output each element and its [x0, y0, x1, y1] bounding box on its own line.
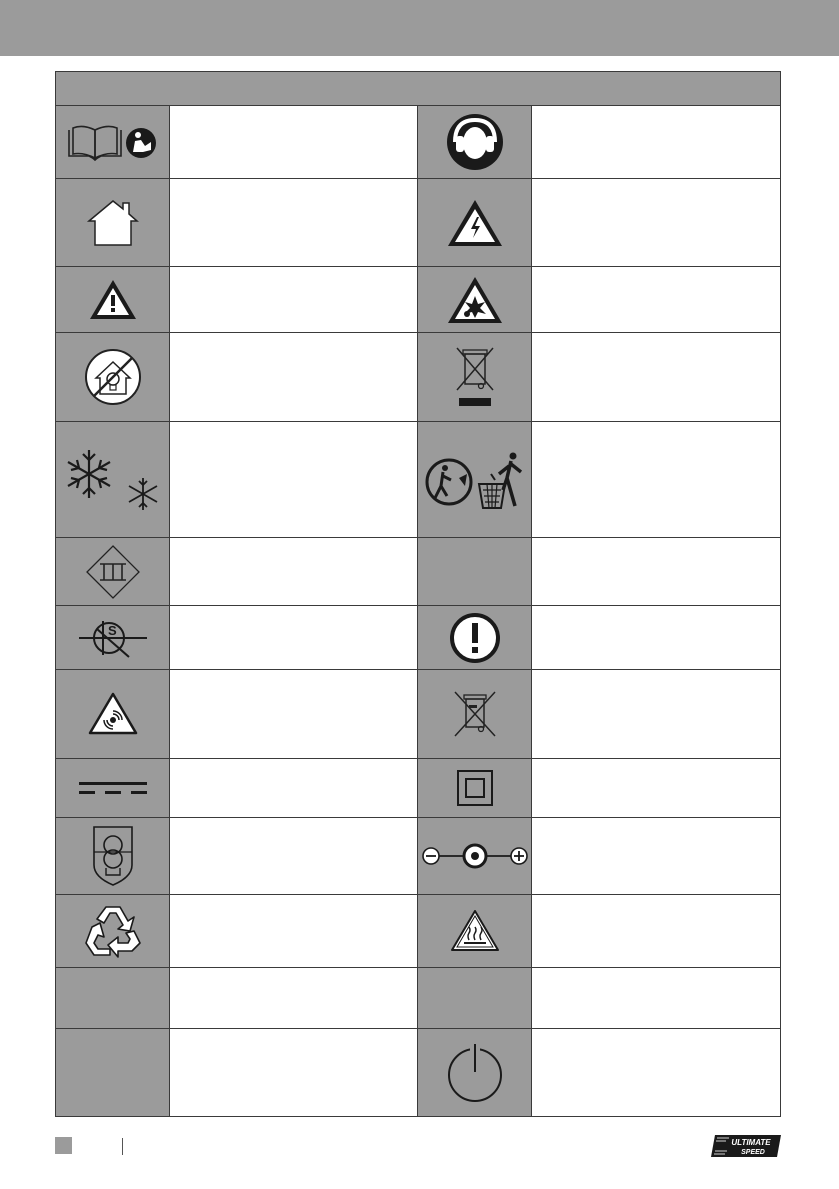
symbol-cell: [418, 895, 532, 967]
hot-surface-warning-icon: [450, 909, 500, 953]
description-cell: [532, 179, 780, 266]
description-cell: [532, 818, 780, 894]
description-cell: [532, 106, 780, 178]
indoor-use-icon: [85, 199, 141, 247]
attention-icon: [449, 612, 501, 664]
description-cell: [532, 422, 780, 537]
table-row: [56, 968, 780, 1029]
table-row: [56, 759, 780, 818]
table-row: [56, 538, 780, 606]
symbol-cell: [56, 670, 170, 758]
symbol-cell: [418, 670, 532, 758]
symbol-cell: [56, 895, 170, 967]
symbol-cell: [56, 1029, 170, 1116]
top-header-band: [0, 0, 839, 56]
description-cell: [532, 968, 780, 1028]
description-cell: [170, 759, 418, 817]
table-row: [56, 179, 780, 267]
not-for-household-lighting-icon: [84, 348, 142, 406]
description-cell: [170, 333, 418, 421]
brand-logo: [711, 1135, 781, 1157]
symbol-cell: [418, 179, 532, 266]
table-row: [56, 606, 780, 670]
ear-protection-icon: [445, 112, 505, 172]
electric-shock-warning-icon: [445, 197, 505, 249]
description-cell: [532, 670, 780, 758]
description-cell: [532, 267, 780, 332]
table-row: [56, 106, 780, 179]
page-marker: [55, 1137, 72, 1154]
explosion-warning-icon: [445, 274, 505, 326]
description-cell: [170, 670, 418, 758]
read-manual-icon: [65, 122, 161, 162]
symbol-cell: [418, 538, 532, 605]
table-row: [56, 1029, 780, 1116]
description-cell: [532, 538, 780, 605]
symbol-cell: [418, 968, 532, 1028]
direct-current-icon: [77, 778, 149, 798]
table-row: [56, 267, 780, 333]
description-cell: [170, 422, 418, 537]
weee-bin-icon: [452, 689, 498, 739]
symbol-cell: [56, 179, 170, 266]
logo-text-line2: SPEED: [741, 1149, 765, 1156]
svg-text:S: S: [107, 622, 117, 638]
table-row: [56, 333, 780, 422]
symbol-cell: [418, 106, 532, 178]
symbol-cell: [56, 968, 170, 1028]
recycling-icon: [84, 903, 142, 959]
description-cell: [532, 759, 780, 817]
symbol-cell: [418, 606, 532, 669]
description-cell: [170, 179, 418, 266]
table-header: [56, 72, 780, 106]
symbol-cell: [418, 1029, 532, 1116]
symbol-cell: [418, 422, 532, 537]
symbols-table: [55, 71, 781, 1117]
snowflakes-icon: [63, 448, 163, 512]
description-cell: [170, 267, 418, 332]
footer-divider: [122, 1138, 123, 1155]
symbol-cell: [56, 818, 170, 894]
symbol-cell: [418, 759, 532, 817]
triman-recycle-icon: [423, 450, 527, 510]
symbol-cell: [56, 759, 170, 817]
symbol-cell: [56, 606, 170, 669]
table-row: [56, 818, 780, 895]
transformer-shield-icon: [92, 825, 134, 887]
symbol-cell: [56, 106, 170, 178]
table-row: [56, 670, 780, 759]
power-standby-icon: [444, 1042, 506, 1104]
symbol-cell: [56, 267, 170, 332]
radiation-warning-icon: [88, 692, 138, 736]
protection-class-2-icon: [456, 769, 494, 807]
description-cell: [532, 606, 780, 669]
safety-transformer-short-circuit-icon: [77, 615, 149, 661]
description-cell: [170, 538, 418, 605]
symbol-cell: [418, 818, 532, 894]
symbol-cell: [418, 267, 532, 332]
logo-text-line1: ULTIMATE: [731, 1138, 771, 1147]
table-row: [56, 895, 780, 968]
weee-bin-bar-icon: [453, 346, 497, 408]
description-cell: [170, 1029, 418, 1116]
description-cell: [170, 895, 418, 967]
symbol-cell: [56, 333, 170, 421]
polarity-icon: [421, 842, 529, 870]
description-cell: [170, 968, 418, 1028]
description-cell: [532, 1029, 780, 1116]
description-cell: [170, 818, 418, 894]
description-cell: [170, 606, 418, 669]
general-warning-icon: [88, 278, 138, 322]
protection-class-3-icon: [85, 544, 141, 600]
description-cell: [532, 895, 780, 967]
description-cell: [170, 106, 418, 178]
symbol-cell: [418, 333, 532, 421]
table-row: [56, 422, 780, 538]
symbol-cell: [56, 538, 170, 605]
symbol-cell: [56, 422, 170, 537]
description-cell: [532, 333, 780, 421]
